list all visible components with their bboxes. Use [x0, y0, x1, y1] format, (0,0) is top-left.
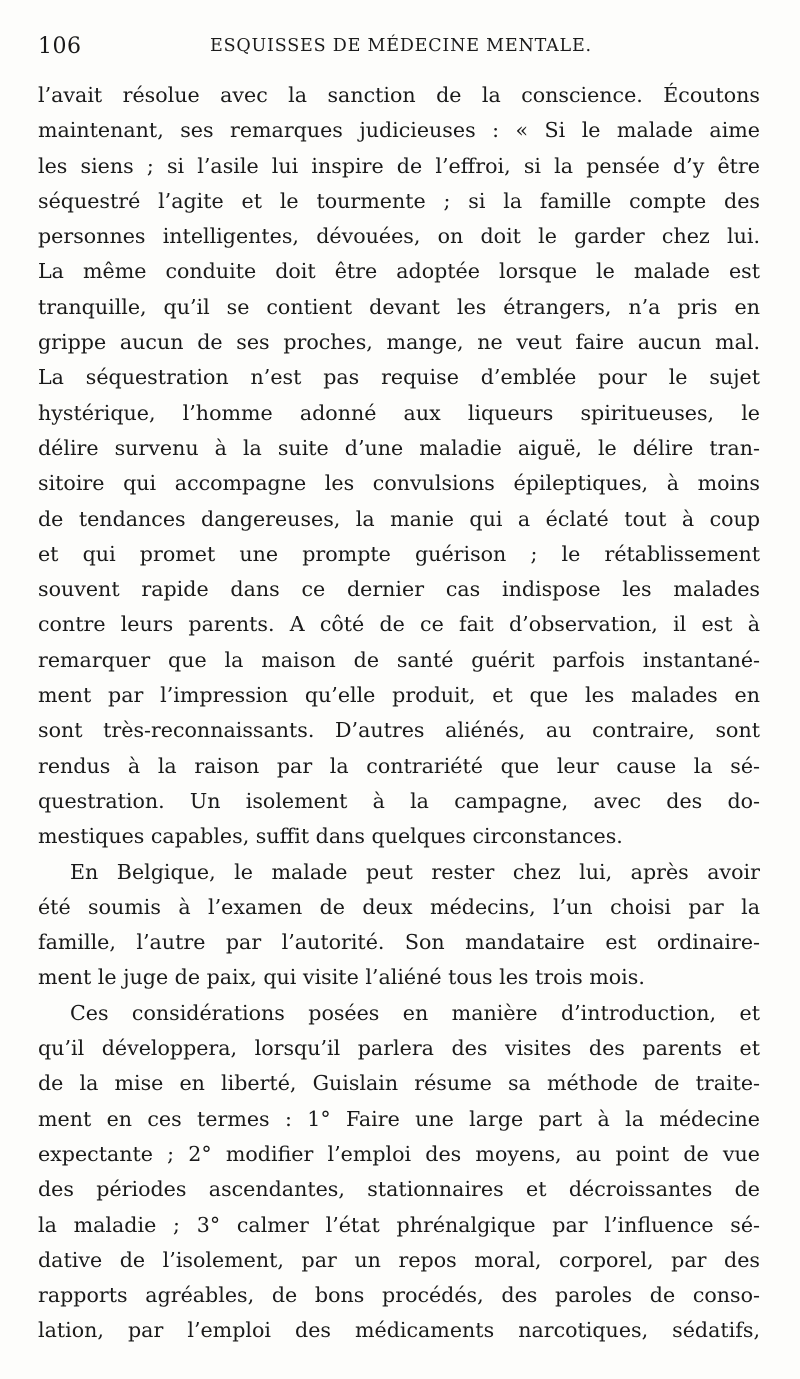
text-line: délire survenu à la suite d’une maladie aiguë, le délire tran- — [38, 435, 760, 460]
text-line: contre leurs parents. A côté de ce fait d’observation, il est à — [38, 612, 760, 637]
text-line: des périodes ascendantes, stationnaires et décroissantes de — [38, 1177, 760, 1202]
text-line: et qui promet une prompte guérison ; le rétablissement — [38, 541, 760, 566]
text-line: expectante ; 2° modifier l’emploi des moyens, au point de vue — [38, 1141, 760, 1166]
text-line: questration. Un isolement à la campagne, avec des do- — [38, 788, 760, 813]
text-line: La même conduite doit être adoptée lorsque le malade est — [38, 259, 760, 284]
text-line: la maladie ; 3° calmer l’état phrénalgique par l’influence sé- — [38, 1212, 760, 1237]
text-line: les siens ; si l’asile lui inspire de l’effroi, si la pensée d’y être — [38, 153, 760, 178]
text-line: été soumis à l’examen de deux médecins, l’un choisi par la — [38, 894, 760, 919]
text-line: ment par l’impression qu’elle produit, et que les malades en — [38, 683, 760, 708]
page-number: 106 — [38, 34, 82, 59]
paragraph-first-line: En Belgique, le malade peut rester chez lui, après avoir — [70, 859, 760, 884]
text-line: maintenant, ses remarques judicieuses : « Si le malade aime — [38, 118, 760, 143]
text-line: l’avait résolue avec la sanction de la conscience. Écoutons — [38, 83, 760, 107]
text-line: mestiques capables, suffit dans quelques circonstances. — [38, 824, 623, 849]
text-line: souvent rapide dans ce dernier cas indispose les malades — [38, 577, 760, 602]
text-line: de tendances dangereuses, la manie qui a éclaté tout à coup — [38, 506, 760, 531]
text-line: ment en ces termes : 1° Faire une large part à la médecine — [38, 1106, 760, 1131]
text-line: grippe aucun de ses proches, mange, ne veut faire aucun mal. — [38, 330, 760, 355]
text-line: remarquer que la maison de santé guérit parfois instantané- — [38, 647, 760, 672]
text-line: personnes intelligentes, dévouées, on doit le garder chez lui. — [38, 224, 760, 249]
text-line: rendus à la raison par la contrariété que leur cause la sé- — [38, 753, 760, 778]
paragraph-first-line: Ces considérations posées en manière d’introduction, et — [70, 1000, 760, 1025]
text-line: rapports agréables, de bons procédés, des paroles de conso- — [38, 1283, 760, 1308]
text-line: ment le juge de paix, qui visite l’aliéné tous les trois mois. — [38, 965, 645, 990]
running-head — [38, 34, 758, 64]
text-line: séquestré l’agite et le tourmente ; si la famille compte des — [38, 188, 760, 213]
text-line: sont très-reconnaissants. D’autres aliénés, au contraire, sont — [38, 718, 760, 743]
text-line: sitoire qui accompagne les convulsions épileptiques, à moins — [38, 471, 760, 496]
text-line: hystérique, l’homme adonné aux liqueurs spiritueuses, le — [38, 400, 760, 425]
text-line: de la mise en liberté, Guislain résume sa méthode de traite- — [38, 1071, 760, 1096]
text-line: lation, par l’emploi des médicaments narcotiques, sédatifs, — [38, 1318, 760, 1343]
text-line: famille, l’autre par l’autorité. Son mandataire est ordinaire- — [38, 930, 760, 955]
text-line: dative de l’isolement, par un repos moral, corporel, par des — [38, 1247, 760, 1272]
text-line: tranquille, qu’il se contient devant les étrangers, n’a pris en — [38, 294, 760, 319]
text-line: La séquestration n’est pas requise d’emblée pour le sujet — [38, 365, 760, 390]
body-text — [38, 78, 760, 1349]
running-title: ESQUISSES DE MÉDECINE MENTALE. — [210, 36, 592, 56]
text-line: qu’il développera, lorsqu’il parlera des visites des parents et — [38, 1036, 760, 1061]
